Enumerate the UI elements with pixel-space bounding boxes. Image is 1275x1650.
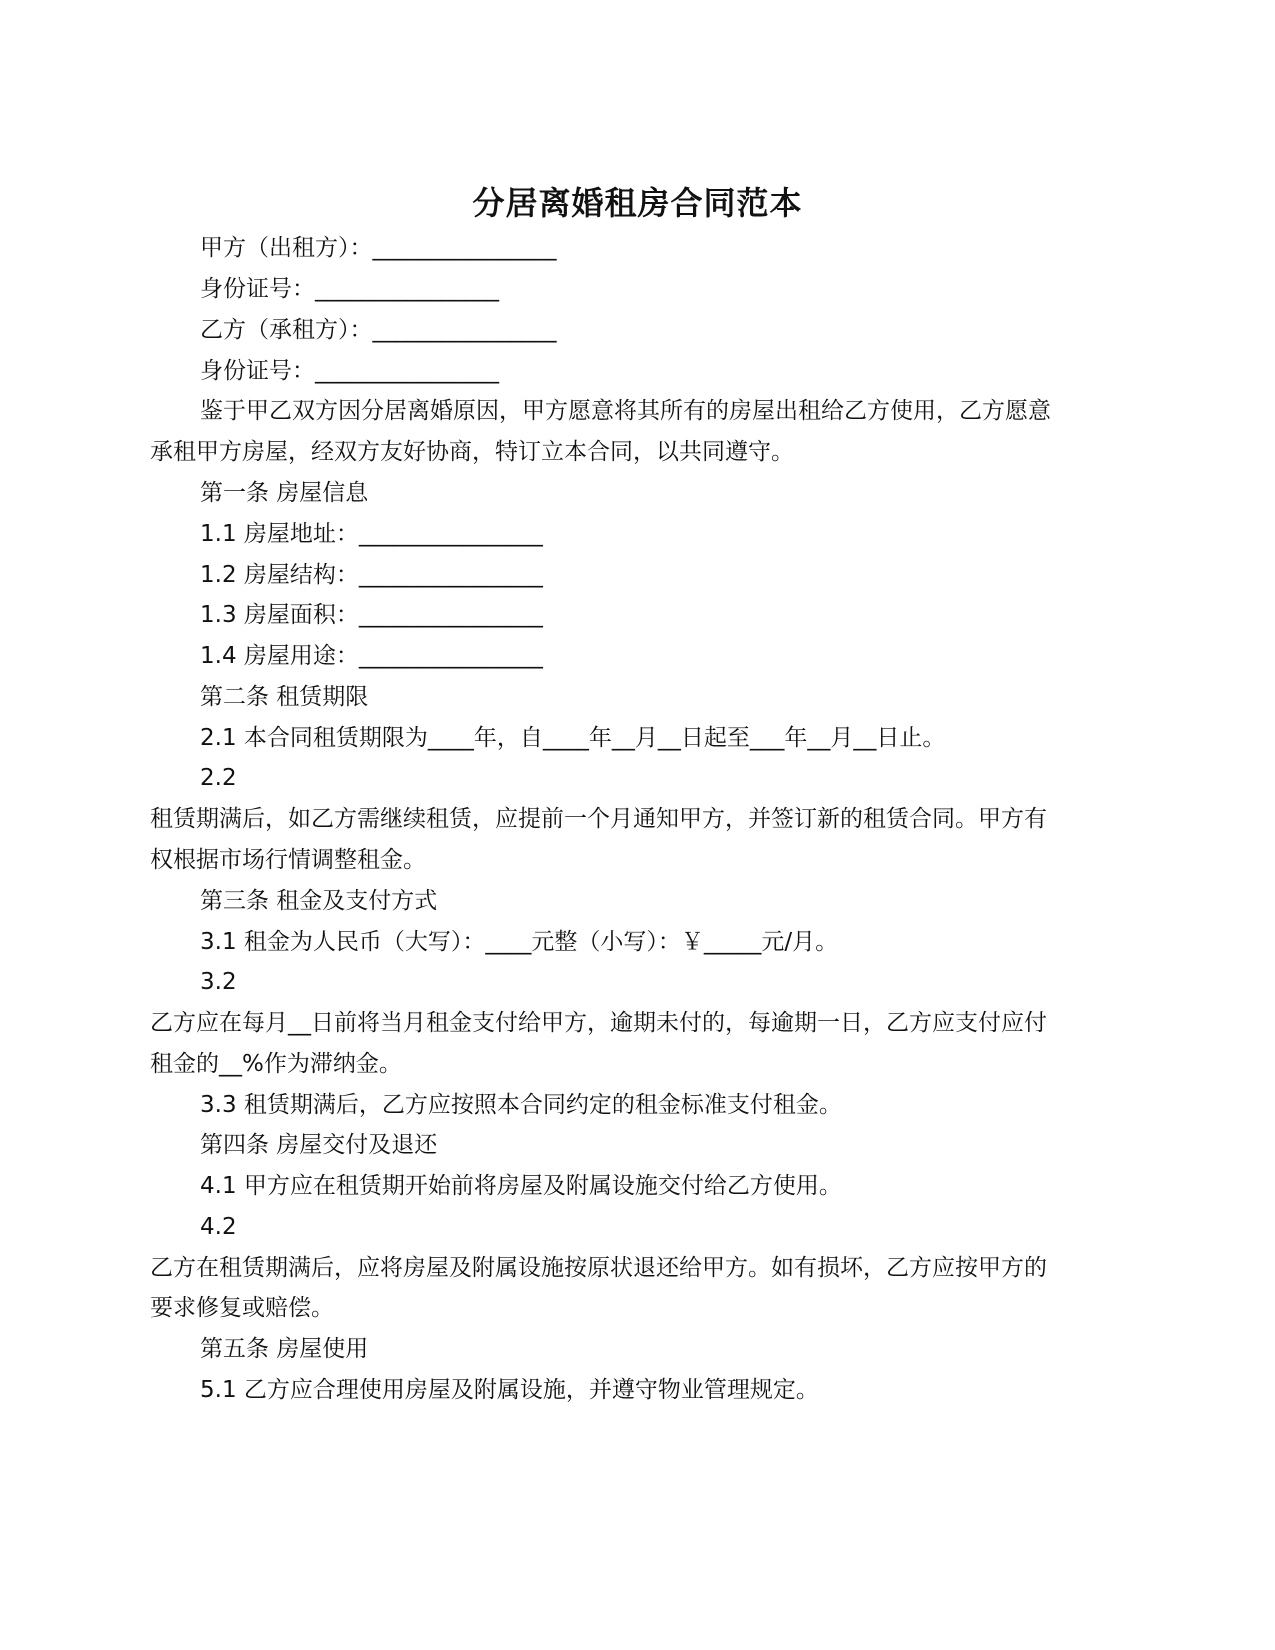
clause-3-1: 3.1 租金为人民币（大写）：____元整（小写）：￥_____元/月。 — [200, 929, 839, 955]
clause-1-2: 1.2 房屋结构：________________ — [200, 562, 543, 588]
clause-1-1: 1.1 房屋地址：________________ — [200, 521, 543, 547]
clause-3-3: 3.3 租赁期满后，乙方应按照本合同约定的租金标准支付租金。 — [200, 1092, 842, 1118]
party-b-id-line: 身份证号：________________ — [200, 358, 499, 384]
party-a-line: 甲方（出租方）：________________ — [200, 235, 557, 261]
clause-2-2-number: 2.2 — [200, 765, 237, 791]
clause-4-2-line-1: 乙方在租赁期满后，应将房屋及附属设施按原状退还给甲方。如有损坏，乙方应按甲方的 — [150, 1255, 1047, 1281]
article-4-heading: 第四条 房屋交付及退还 — [200, 1132, 438, 1158]
article-5-heading: 第五条 房屋使用 — [200, 1336, 369, 1362]
article-2-heading: 第二条 租赁期限 — [200, 684, 369, 710]
clause-4-1: 4.1 甲方应在租赁期开始前将房屋及附属设施交付给乙方使用。 — [200, 1173, 842, 1199]
clause-2-2-line-1: 租赁期满后，如乙方需继续租赁，应提前一个月通知甲方，并签订新的租赁合同。甲方有 — [150, 806, 1047, 832]
clause-2-2-line-2: 权根据市场行情调整租金。 — [150, 847, 426, 873]
clause-1-4: 1.4 房屋用途：________________ — [200, 643, 543, 669]
party-a-id-line: 身份证号：________________ — [200, 276, 499, 302]
clause-1-3: 1.3 房屋面积：________________ — [200, 602, 543, 628]
preamble-line-1: 鉴于甲乙双方因分居离婚原因，甲方愿意将其所有的房屋出租给乙方使用，乙方愿意 — [200, 398, 1051, 424]
clause-3-2-number: 3.2 — [200, 969, 237, 995]
clause-5-1: 5.1 乙方应合理使用房屋及附属设施，并遵守物业管理规定。 — [200, 1377, 819, 1403]
party-b-line: 乙方（承租方）：________________ — [200, 317, 557, 343]
clause-2-1: 2.1 本合同租赁期限为____年，自____年__月__日起至___年__月__日止。 — [200, 725, 946, 751]
article-1-heading: 第一条 房屋信息 — [200, 480, 369, 506]
clause-4-2-number: 4.2 — [200, 1214, 237, 1240]
document-title: 分居离婚租房合同范本 — [472, 184, 803, 222]
clause-4-2-line-2: 要求修复或赔偿。 — [150, 1295, 334, 1321]
clause-3-2-line-1: 乙方应在每月__日前将当月租金支付给甲方，逾期未付的，每逾期一日，乙方应支付应付 — [150, 1010, 1047, 1036]
article-3-heading: 第三条 租金及支付方式 — [200, 888, 438, 914]
clause-3-2-line-2: 租金的__%作为滞纳金。 — [150, 1051, 402, 1077]
preamble-line-2: 承租甲方房屋，经双方友好协商，特订立本合同，以共同遵守。 — [150, 439, 794, 465]
